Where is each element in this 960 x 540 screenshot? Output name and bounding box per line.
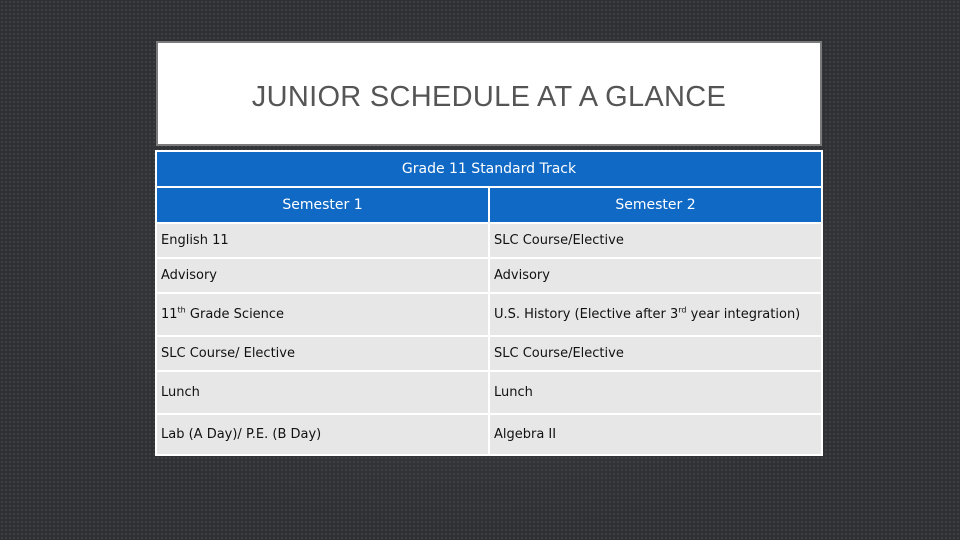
semester-1-cell bbox=[156, 293, 489, 336]
semester-2-header: Semester 2 bbox=[489, 187, 822, 223]
semester-1-header: Semester 1 bbox=[156, 187, 489, 223]
table-row bbox=[156, 414, 822, 455]
table-row bbox=[156, 293, 822, 336]
semester-1-cell: SLC Course/ Elective bbox=[156, 336, 489, 371]
track-header-row bbox=[156, 151, 822, 187]
schedule-table bbox=[155, 150, 823, 456]
cell-text: U.S. History (Elective after 3 bbox=[493, 307, 679, 322]
table-row bbox=[156, 258, 822, 293]
table-row bbox=[156, 223, 822, 258]
semester-2-cell: SLC Course/Elective bbox=[489, 223, 822, 258]
semester-2-cell: Algebra II bbox=[489, 414, 822, 455]
cell-text: year integration) bbox=[686, 307, 801, 322]
table-row bbox=[156, 371, 822, 414]
slide-title: JUNIOR SCHEDULE AT A GLANCE bbox=[251, 81, 727, 113]
table-row bbox=[156, 336, 822, 371]
cell-text: 11 bbox=[161, 307, 178, 322]
semester-1-cell: English 11 bbox=[156, 223, 489, 258]
semester-2-cell bbox=[489, 293, 822, 336]
semester-1-cell: Lunch bbox=[156, 371, 489, 414]
semester-2-cell: SLC Course/Elective bbox=[489, 336, 822, 371]
cell-superscript: th bbox=[177, 305, 186, 315]
cell-text: Grade Science bbox=[185, 307, 285, 322]
semester-2-cell: Advisory bbox=[489, 258, 822, 293]
cell-superscript: rd bbox=[678, 305, 687, 315]
track-header: Grade 11 Standard Track bbox=[156, 151, 822, 187]
semester-1-cell: Lab (A Day)/ P.E. (B Day) bbox=[156, 414, 489, 455]
semester-header-row bbox=[156, 187, 822, 223]
title-box bbox=[156, 41, 822, 146]
semester-2-cell: Lunch bbox=[489, 371, 822, 414]
semester-1-cell: Advisory bbox=[156, 258, 489, 293]
